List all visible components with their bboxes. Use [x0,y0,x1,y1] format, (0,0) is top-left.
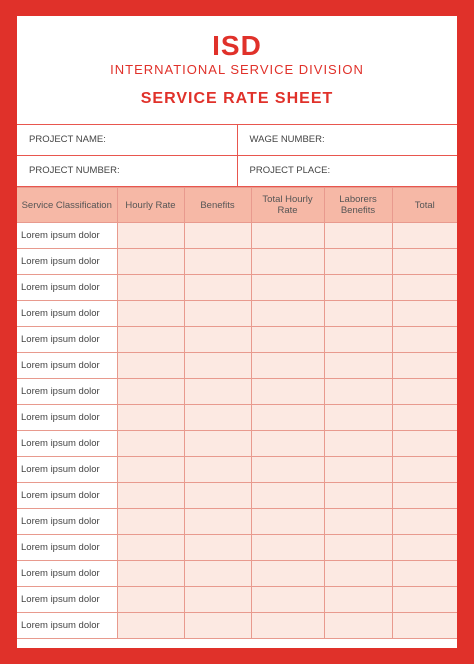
rate-entry-cell[interactable] [251,561,324,587]
service-classification-cell: Lorem ipsum dolor [17,457,117,483]
rate-entry-cell[interactable] [324,457,392,483]
col-laborers-benefits: Laborers Benefits [324,188,392,223]
col-benefits: Benefits [184,188,251,223]
rate-entry-cell[interactable] [117,483,184,509]
rate-entry-cell[interactable] [251,587,324,613]
rate-entry-cell[interactable] [324,535,392,561]
service-classification-cell: Lorem ipsum dolor [17,431,117,457]
info-row-1 [17,125,457,156]
rate-entry-cell[interactable] [117,561,184,587]
rate-entry-cell[interactable] [251,301,324,327]
rate-entry-cell[interactable] [324,223,392,249]
rate-entry-cell[interactable] [184,431,251,457]
service-classification-cell: Lorem ipsum dolor [17,405,117,431]
rate-entry-cell[interactable] [184,379,251,405]
service-classification-cell: Lorem ipsum dolor [17,301,117,327]
rate-entry-cell[interactable] [184,561,251,587]
rate-entry-cell[interactable] [324,483,392,509]
rate-entry-cell[interactable] [392,613,457,639]
service-classification-cell: Lorem ipsum dolor [17,275,117,301]
project-number-field[interactable]: PROJECT NUMBER: [29,165,120,176]
rate-entry-cell[interactable] [184,457,251,483]
rate-entry-cell[interactable] [184,275,251,301]
rate-entry-cell[interactable] [184,483,251,509]
rate-entry-cell[interactable] [324,509,392,535]
rate-entry-cell[interactable] [117,223,184,249]
rate-entry-cell[interactable] [184,613,251,639]
rate-entry-cell[interactable] [184,405,251,431]
table-row [17,587,457,613]
rate-entry-cell[interactable] [251,457,324,483]
rate-entry-cell[interactable] [324,301,392,327]
service-classification-cell: Lorem ipsum dolor [17,483,117,509]
rate-entry-cell[interactable] [392,379,457,405]
rate-entry-cell[interactable] [251,509,324,535]
table-row [17,249,457,275]
rate-entry-cell[interactable] [392,483,457,509]
table-row [17,405,457,431]
table-row [17,275,457,301]
rate-entry-cell[interactable] [324,431,392,457]
rate-entry-cell[interactable] [324,353,392,379]
rate-entry-cell[interactable] [324,587,392,613]
rate-entry-cell[interactable] [392,301,457,327]
table-row [17,223,457,249]
table-row [17,535,457,561]
rate-entry-cell[interactable] [392,223,457,249]
rate-entry-cell[interactable] [117,457,184,483]
rate-entry-cell[interactable] [251,327,324,353]
table-row [17,561,457,587]
sheet-header [17,16,457,125]
rate-entry-cell[interactable] [117,301,184,327]
table-row [17,327,457,353]
rate-entry-cell[interactable] [117,431,184,457]
org-abbreviation: ISD [212,30,262,61]
rate-entry-cell[interactable] [251,431,324,457]
rate-entry-cell[interactable] [324,275,392,301]
rate-entry-cell[interactable] [117,405,184,431]
rate-entry-cell[interactable] [251,379,324,405]
rate-entry-cell[interactable] [392,587,457,613]
table-row [17,301,457,327]
rate-entry-cell[interactable] [251,353,324,379]
rate-entry-cell[interactable] [117,535,184,561]
project-name-field[interactable]: PROJECT NAME: [29,134,106,145]
rate-entry-cell[interactable] [392,405,457,431]
rate-entry-cell[interactable] [184,249,251,275]
rate-entry-cell[interactable] [117,587,184,613]
rate-entry-cell[interactable] [117,613,184,639]
rate-entry-cell[interactable] [184,587,251,613]
rate-entry-cell[interactable] [251,249,324,275]
rate-entry-cell[interactable] [324,379,392,405]
rate-sheet [17,16,457,648]
rate-entry-cell[interactable] [117,353,184,379]
sheet-title: SERVICE RATE SHEET [140,90,334,107]
rate-entry-cell[interactable] [392,353,457,379]
rate-entry-cell[interactable] [184,223,251,249]
rate-entry-cell[interactable] [392,431,457,457]
table-row [17,613,457,639]
rate-entry-cell[interactable] [117,327,184,353]
service-classification-cell: Lorem ipsum dolor [17,587,117,613]
table-header-row [17,188,457,223]
rate-entry-cell[interactable] [251,275,324,301]
rate-entry-cell[interactable] [392,561,457,587]
rate-table [17,187,457,639]
org-name: INTERNATIONAL SERVICE DIVISION [110,62,364,77]
table-row [17,379,457,405]
rate-entry-cell[interactable] [184,327,251,353]
service-classification-cell: Lorem ipsum dolor [17,327,117,353]
service-classification-cell: Lorem ipsum dolor [17,379,117,405]
wage-number-field[interactable]: WAGE NUMBER: [237,125,458,155]
service-classification-cell: Lorem ipsum dolor [17,561,117,587]
rate-entry-cell[interactable] [184,353,251,379]
rate-entry-cell[interactable] [392,535,457,561]
rate-entry-cell[interactable] [324,249,392,275]
rate-entry-cell[interactable] [117,249,184,275]
table-row [17,457,457,483]
service-classification-cell: Lorem ipsum dolor [17,509,117,535]
col-total: Total [392,188,457,223]
service-classification-cell: Lorem ipsum dolor [17,223,117,249]
service-classification-cell: Lorem ipsum dolor [17,353,117,379]
rate-entry-cell[interactable] [251,483,324,509]
col-total-hourly-rate: Total Hourly Rate [251,188,324,223]
rate-entry-cell[interactable] [324,561,392,587]
rate-entry-cell[interactable] [251,223,324,249]
rate-entry-cell[interactable] [324,327,392,353]
service-classification-cell: Lorem ipsum dolor [17,249,117,275]
rate-entry-cell[interactable] [392,275,457,301]
table-row [17,483,457,509]
table-row [17,353,457,379]
rate-entry-cell[interactable] [324,405,392,431]
info-row-2 [17,156,457,187]
rate-entry-cell[interactable] [251,535,324,561]
service-classification-cell: Lorem ipsum dolor [17,535,117,561]
rate-entry-cell[interactable] [392,249,457,275]
rate-entry-cell[interactable] [117,379,184,405]
project-place-field[interactable]: PROJECT PLACE: [237,156,458,186]
table-row [17,509,457,535]
table-row [17,431,457,457]
rate-entry-cell[interactable] [392,457,457,483]
rate-entry-cell[interactable] [184,535,251,561]
col-service-classification: Service Classification [17,188,117,223]
col-hourly-rate: Hourly Rate [117,188,184,223]
service-classification-cell: Lorem ipsum dolor [17,613,117,639]
rate-entry-cell[interactable] [251,405,324,431]
rate-entry-cell[interactable] [392,509,457,535]
rate-entry-cell[interactable] [117,275,184,301]
rate-entry-cell[interactable] [184,301,251,327]
rate-entry-cell[interactable] [117,509,184,535]
rate-entry-cell[interactable] [324,613,392,639]
rate-entry-cell[interactable] [392,327,457,353]
rate-entry-cell[interactable] [251,613,324,639]
rate-entry-cell[interactable] [184,509,251,535]
